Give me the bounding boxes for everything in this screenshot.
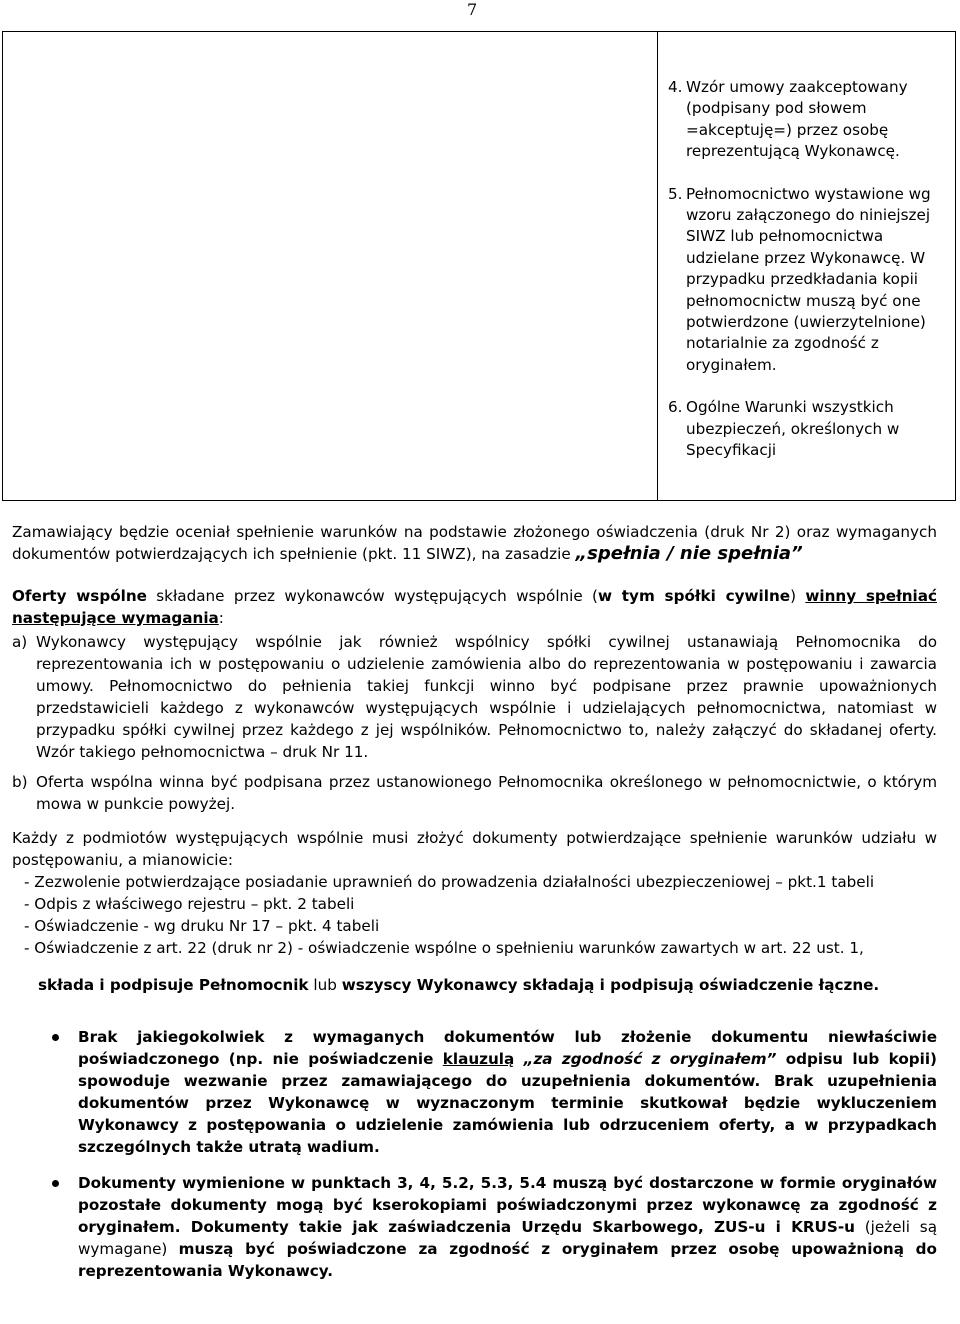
list-label: b)	[12, 773, 28, 791]
page-number: 7	[467, 0, 478, 19]
bullet-list	[12, 1026, 937, 1282]
item-number: 4.	[668, 78, 683, 96]
joint-documents-intro: Każdy z podmiotów występujących wspólnie musi złożyć dokumenty potwierdzające spełnienie warunków udziału w postępowaniu, a mianowicie:	[12, 829, 937, 869]
table-item-5	[668, 184, 948, 377]
list-text: Oferta wspólna winna być podpisana przez ustanowionego Pełnomocnika określonego w pełnomocnictwie, o którym mowa w punkcie powyżej.	[36, 773, 937, 813]
all-contractors-bold: wszyscy Wykonawcy składają i podpisują oświadczenie łączne.	[341, 976, 880, 995]
bullet-dot	[12, 1172, 78, 1282]
dash-item-continuation	[38, 974, 937, 996]
documents-dash-list	[12, 871, 937, 996]
dash-item: - Oświadczenie - wg druku Nr 17 – pkt. 4 tabeli	[24, 917, 380, 935]
bullet-text-part: muszą być poświadczone za zgodność z oryginałem przez osobę upoważnioną do reprezentowania Wykonawcy.	[78, 1240, 937, 1281]
certified-copy-italic: „za zgodność z oryginałem”	[523, 1050, 777, 1069]
list-label: a)	[12, 633, 28, 651]
list-item-a	[12, 631, 937, 763]
evaluation-emphasis: „spełnia / nie spełnia”	[575, 543, 803, 564]
bullet-text-part: Dokumenty wymienione w punktach 3, 4, 5.2, 5.3, 5.4 muszą być dostarczone w formie oryginałów pozostałe dokumenty mogą być kserokopiami poświadczonymi przez wykonawcę za zgodność z oryginałem. Dokumenty takie jak zaświadczenia Urzędu Skarbowego, ZUS-u i KRUS-u	[78, 1174, 937, 1237]
item-text: Wzór umowy zaakceptowany (podpisany pod słowem =akceptuję=) przez osobę reprezentującą Wykonawcę.	[686, 78, 908, 161]
main-content	[12, 521, 937, 1296]
dash-item: - Oświadczenie z art. 22 (druk nr 2) - oświadczenie wspólne o spełnieniu warunków zawartych w art. 22 ust. 1,	[24, 939, 864, 957]
bullet-text	[78, 1172, 937, 1282]
table-cell-documents	[668, 77, 948, 483]
if-required-note: (jeżeli są wymagane)	[78, 1218, 937, 1259]
table-column-divider	[657, 32, 658, 500]
requirements-heading: winny spełniać następujące wymagania	[12, 587, 938, 627]
item-text: Ogólne Warunki wszystkich ubezpieczeń, określonych w Specyfikacji	[686, 398, 900, 460]
bullet-item-missing-documents	[12, 1026, 937, 1158]
joint-offers-colon: :	[218, 609, 224, 627]
signer-or: lub	[308, 976, 342, 995]
bullet-text	[78, 1026, 937, 1158]
evaluation-text: Zamawiający będzie oceniał spełnienie warunków na podstawie złożonego oświadczenia (druk Nr 2) oraz wymaganych dokumentów potwierdzających ich spełnienie (pkt. 11 SIWZ), na zasadzie	[12, 523, 937, 563]
list-text: Wykonawcy występujący wspólnie jak również wspólnicy spółki cywilnej ustanawiają Pełnomocnika do reprezentowania ich w postępowaniu o udzielenie zamówienia albo do reprezentowania w postępowaniu i zawarcia umowy. Pełnomocnictwo do pełnienia takiej funkcji winno być podpisane przez prawnie upoważnionych przedstawicieli każdego z wykonawców występujących wspólnie i udzielających pełnomocnictwa, natomiast w przypadku spółki cywilnej przez każdego z jej wspólników. Pełnomocnictwo to, należy załączyć do składanej oferty. Wzór takiego pełnomocnictwa – druk Nr 11.	[36, 633, 937, 761]
bullet-space	[514, 1050, 523, 1068]
clause-underlined: klauzulą	[442, 1050, 515, 1069]
dash-item: - Zezwolenie potwierdzające posiadanie uprawnień do prowadzenia działalności ubezpieczeniowej – pkt.1 tabeli	[24, 873, 875, 891]
bullet-text-part: Brak jakiegokolwiek z wymaganych dokumentów lub złożenie dokumentu niewłaściwie poświadczonego (np. nie poświadczenie	[78, 1028, 937, 1069]
joint-offers-text: składane przez wykonawców występujących wspólnie (	[146, 587, 598, 605]
table-item-4	[668, 77, 948, 163]
signer-bold: składa i podpisuje Pełnomocnik	[38, 976, 309, 995]
item-text: Pełnomocnictwo wystawione wg wzoru załączonego do niniejszej SIWZ lub pełnomocnictwa udzielane przez Wykonawcę. W przypadku przedkładania kopii pełnomocnictw muszą być one potwierdzone (uwierzytelnione) notarialnie za zgodność z oryginałem.	[686, 184, 931, 374]
joint-offers-close: )	[790, 587, 806, 605]
bullet-dot	[12, 1026, 78, 1158]
item-number: 5.	[668, 184, 683, 203]
evaluation-paragraph	[12, 521, 937, 565]
joint-offers-bold: Oferty wspólne	[12, 587, 147, 605]
bullet-item-originals	[12, 1172, 937, 1282]
joint-offers-paragraph	[12, 585, 937, 629]
bullet-text-part: odpisu lub kopii) spowoduje wezwanie przez zamawiającego do uzupełnienia dokumentów. Brak uzupełnienia dokumentów przez Wykonawcę w wyznaczonym terminie skutkował będzie wykluczeniem Wykonawcy z postępowania o udzielenie zamówienia lub odrzuceniem oferty, a w przypadkach szczególnych także utratą wadium.	[78, 1050, 937, 1157]
table-item-6	[668, 397, 948, 461]
list-item-b	[12, 771, 937, 815]
item-number: 6.	[668, 398, 683, 417]
civil-partnership-bold: w tym spółki cywilne	[597, 587, 791, 605]
dash-item: - Odpis z właściwego rejestru – pkt. 2 tabeli	[24, 895, 355, 913]
